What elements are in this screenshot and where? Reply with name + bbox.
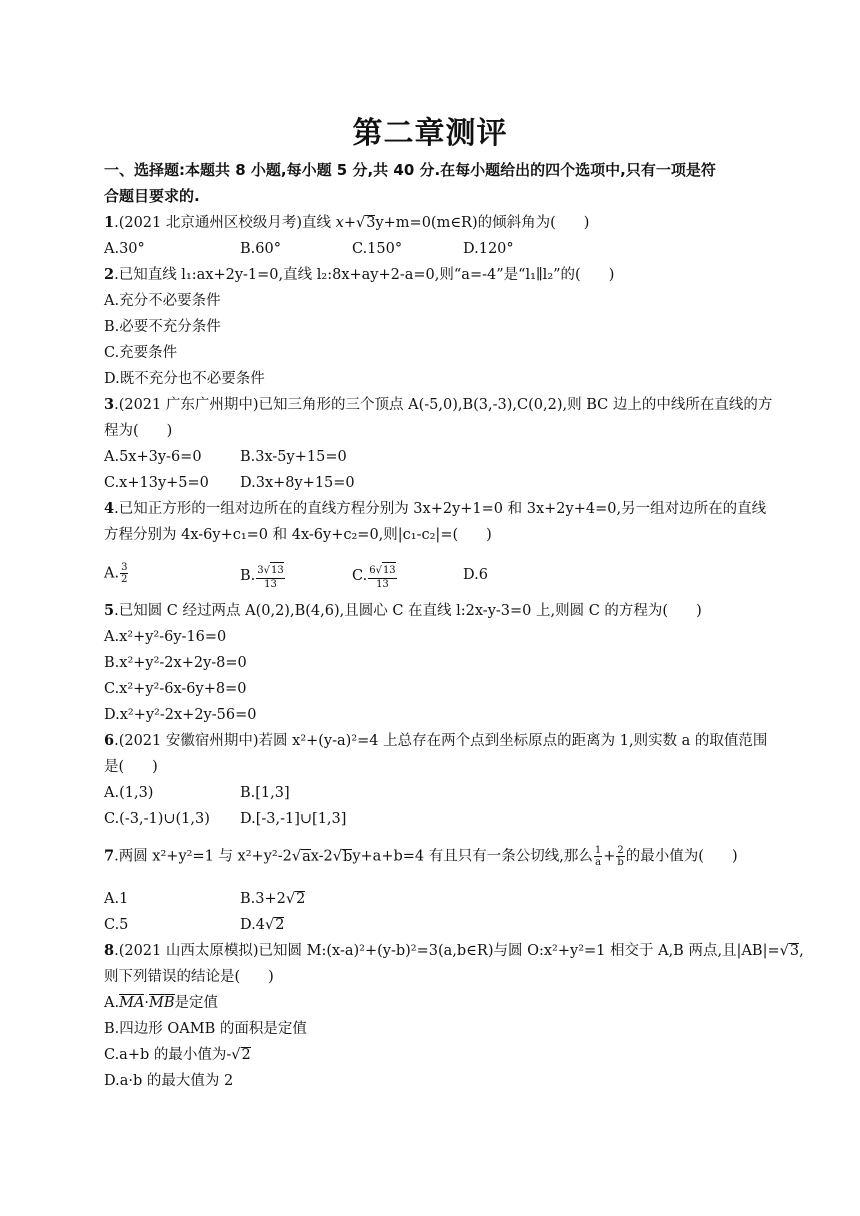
question-7-text-c: y+a+b=4 有且只有一条公切线,那么 xyxy=(352,848,593,865)
fraction-6sqrt13-over-13: $\frac{6√13}{13}$ xyxy=(368,562,396,590)
question-4-text-1: .已知正方形的一组对边所在的直线方程分别为 3x+2y+1=0 和 3x+2y+4=0,另一组对边所在的直线 xyxy=(114,501,767,517)
question-3-number: 3 xyxy=(104,396,115,413)
sqrt-3: 3 xyxy=(789,943,800,959)
question-8-text-2: 则下列错误的结论是( xyxy=(104,969,241,985)
question-7-option-c[interactable]: C.5 xyxy=(104,917,129,933)
question-2-text: .已知直线 l₁:ax+2y-1=0,直线 l₂:8x+ay+2-a=0,则“a=-4”是“l₁∥l₂”的( xyxy=(114,267,581,283)
question-6-option-a[interactable]: A.(1,3) xyxy=(104,785,154,801)
vector-mb: MB xyxy=(149,995,175,1011)
dot-operator: · xyxy=(144,995,150,1011)
question-8-paren-close: ) xyxy=(268,969,274,985)
question-3-stem-line1 xyxy=(104,395,772,415)
sqrt-2: 2 xyxy=(275,917,285,933)
question-1-option-a[interactable]: A.30° xyxy=(104,241,145,257)
question-2-number: 2 xyxy=(104,266,115,283)
question-3-text-1: .(2021 广东广州期中)已知三角形的三个顶点 A(-5,0),B(3,-3),C(0,2),则 BC 边上的中线所在直线的方 xyxy=(114,397,773,413)
question-2-paren-close: ) xyxy=(608,267,615,283)
question-7-text-a: .两圆 x²+y²=1 与 x²+y²-2 xyxy=(114,848,292,865)
vector-ma: MA xyxy=(119,995,145,1011)
question-8-stem-line1: 8.(2021 山西太原模拟)已知圆 M:(x-a)²+(y-b)²=3(a,b∈R)与圆 O:x²+y²=1 相交于 A,B 两点,且|AB|=√3, xyxy=(104,942,804,959)
sqrt-3: 3 xyxy=(366,215,376,231)
question-5-option-d[interactable]: D.x²+y²-2x+2y-56=0 xyxy=(104,707,257,723)
question-4-number: 4 xyxy=(104,500,115,517)
question-6-stem-line2 xyxy=(104,757,158,777)
question-2-option-a[interactable]: A.充分不必要条件 xyxy=(104,293,221,309)
question-1-option-d[interactable]: D.120° xyxy=(463,241,514,257)
fraction-3-over-2: $\frac{3}{2}$ xyxy=(121,562,128,585)
question-8-number: 8 xyxy=(104,942,115,959)
question-8-option-b[interactable]: B.四边形 OAMB 的面积是定值 xyxy=(104,1021,307,1037)
option-letter: B. xyxy=(240,568,256,584)
option-c-text: C.a+b 的最小值为- xyxy=(104,1047,232,1063)
question-3-option-d[interactable]: D.3x+8y+15=0 xyxy=(240,475,355,491)
question-5-option-b[interactable]: B.x²+y²-2x+2y-8=0 xyxy=(104,655,247,671)
option-letter: C. xyxy=(352,568,368,584)
question-4-option-b[interactable] xyxy=(240,562,286,590)
question-7-text-b: x-2 xyxy=(310,848,333,865)
section-heading-line1: 一、选择题:本题共 8 小题,每小题 5 分,共 40 分.在每小题给出的四个选项中,只有一项是符 xyxy=(104,161,716,179)
question-1-option-c[interactable]: C.150° xyxy=(352,241,403,257)
question-4-stem-line2 xyxy=(104,525,492,545)
question-1-source: .(2021 北京通州区校级月考) xyxy=(114,215,303,231)
question-6-text-2: 是( xyxy=(104,759,125,775)
plus-sign: + xyxy=(603,848,616,865)
question-4-option-a[interactable] xyxy=(104,562,129,585)
question-5-paren-close: ) xyxy=(696,603,702,619)
sqrt-2: 2 xyxy=(241,1047,251,1063)
question-7-option-a[interactable]: A.1 xyxy=(104,891,129,907)
question-7-option-b[interactable]: B.3+2√2 xyxy=(240,891,306,907)
question-5-option-c[interactable]: C.x²+y²-6x-6y+8=0 xyxy=(104,681,247,697)
question-8-option-c[interactable]: C.a+b 的最小值为-√2 xyxy=(104,1047,251,1063)
question-8-stem-line2 xyxy=(104,967,274,987)
question-1-option-b[interactable]: B.60° xyxy=(240,241,281,257)
question-6-text-1: .(2021 安徽宿州期中)若圆 x²+(y-a)²=4 上总存在两个点到坐标原点的距离为 1,则实数 a 的取值范围 xyxy=(114,733,768,749)
question-6-option-c[interactable]: C.(-3,-1)∪(1,3) xyxy=(104,811,210,827)
question-1-text-a: 直线 xyxy=(302,215,336,231)
option-d-text: D.4 xyxy=(240,917,265,933)
question-3-option-b[interactable]: B.3x-5y+15=0 xyxy=(240,449,347,465)
question-6-stem-line1 xyxy=(104,731,767,751)
question-5-text: .已知圆 C 经过两点 A(0,2),B(4,6),且圆心 C 在直线 l:2x-y-3=0 上,则圆 C 的方程为( xyxy=(114,603,669,619)
question-6-paren-close: ) xyxy=(152,759,158,775)
question-2-option-c[interactable]: C.充要条件 xyxy=(104,345,178,361)
sqrt-a: a xyxy=(302,848,311,865)
question-8-option-d[interactable]: D.a·b 的最大值为 2 xyxy=(104,1073,234,1089)
question-6-option-b[interactable]: B.[1,3] xyxy=(240,785,290,801)
fraction-3sqrt13-over-13: $\frac{3√13}{13}$ xyxy=(256,562,284,590)
option-letter: A. xyxy=(104,565,120,582)
question-3-text-2: 程为( xyxy=(104,423,139,439)
question-8-text-1b: , xyxy=(799,943,804,959)
question-5-option-a[interactable]: A.x²+y²-6y-16=0 xyxy=(104,629,227,645)
question-3-stem-line2 xyxy=(104,421,172,441)
question-6-number: 6 xyxy=(104,732,115,749)
question-3-option-a[interactable]: A.5x+3y-6=0 xyxy=(104,449,202,465)
question-6-option-d[interactable]: D.[-3,-1]∪[1,3] xyxy=(240,811,347,827)
page-title: 第二章测评 xyxy=(352,116,508,151)
question-2-stem xyxy=(104,265,614,285)
fraction-2-over-b: $\frac{2}{b}$ xyxy=(617,845,624,868)
question-7-number: 7 xyxy=(104,847,115,865)
question-4-option-d[interactable]: D.6 xyxy=(463,567,488,583)
sqrt-b: b xyxy=(343,848,353,865)
question-5-stem xyxy=(104,601,702,621)
question-3-option-c[interactable]: C.x+13y+5=0 xyxy=(104,475,209,491)
option-b-text: B.3+2 xyxy=(240,891,286,907)
question-7-option-d[interactable]: D.4√2 xyxy=(240,917,285,933)
sqrt-2: 2 xyxy=(296,891,306,907)
question-2-option-b[interactable]: B.必要不充分条件 xyxy=(104,319,221,335)
question-4-stem-line1 xyxy=(104,499,766,519)
question-4-paren-close: ) xyxy=(486,527,492,543)
question-7-stem: 7.两圆 x²+y²=1 与 x²+y²-2√ax-2√by+a+b=4 有且只有一条公切线,那么 $\frac{1}{a}$ + $\frac{2}{b}$ 的最小值为( ) xyxy=(104,845,738,868)
question-1-number: 1 xyxy=(104,214,115,231)
question-1-text-b: x+ xyxy=(335,215,356,231)
question-7-text-d: 的最小值为( xyxy=(625,848,704,865)
question-1-stem: 1.(2021 北京通州区校级月考)直线 x+√3y+m=0(m∈R)的倾斜角为( ) xyxy=(104,214,590,231)
question-1-text-c: y+m=0(m∈R)的倾斜角为( xyxy=(375,215,556,231)
question-5-number: 5 xyxy=(104,602,115,619)
question-8-text-1a: .(2021 山西太原模拟)已知圆 M:(x-a)²+(y-b)²=3(a,b∈R)与圆 O:x²+y²=1 相交于 A,B 两点,且|AB|= xyxy=(114,943,780,959)
question-2-option-d[interactable]: D.既不充分也不必要条件 xyxy=(104,371,265,387)
question-4-option-c[interactable] xyxy=(352,562,398,590)
question-1-paren-close: ) xyxy=(583,215,590,231)
question-4-text-2: 方程分别为 4x-6y+c₁=0 和 4x-6y+c₂=0,则|c₁-c₂|=( xyxy=(104,527,459,543)
option-letter: A. xyxy=(104,995,120,1011)
question-7-paren-close: ) xyxy=(731,848,738,865)
section-heading-line2: 合题目要求的. xyxy=(104,187,200,205)
question-8-option-a[interactable] xyxy=(104,993,218,1013)
fraction-1-over-a: $\frac{1}{a}$ xyxy=(594,845,602,868)
question-3-paren-close: ) xyxy=(166,423,173,439)
option-a-tail: 是定值 xyxy=(174,995,219,1011)
